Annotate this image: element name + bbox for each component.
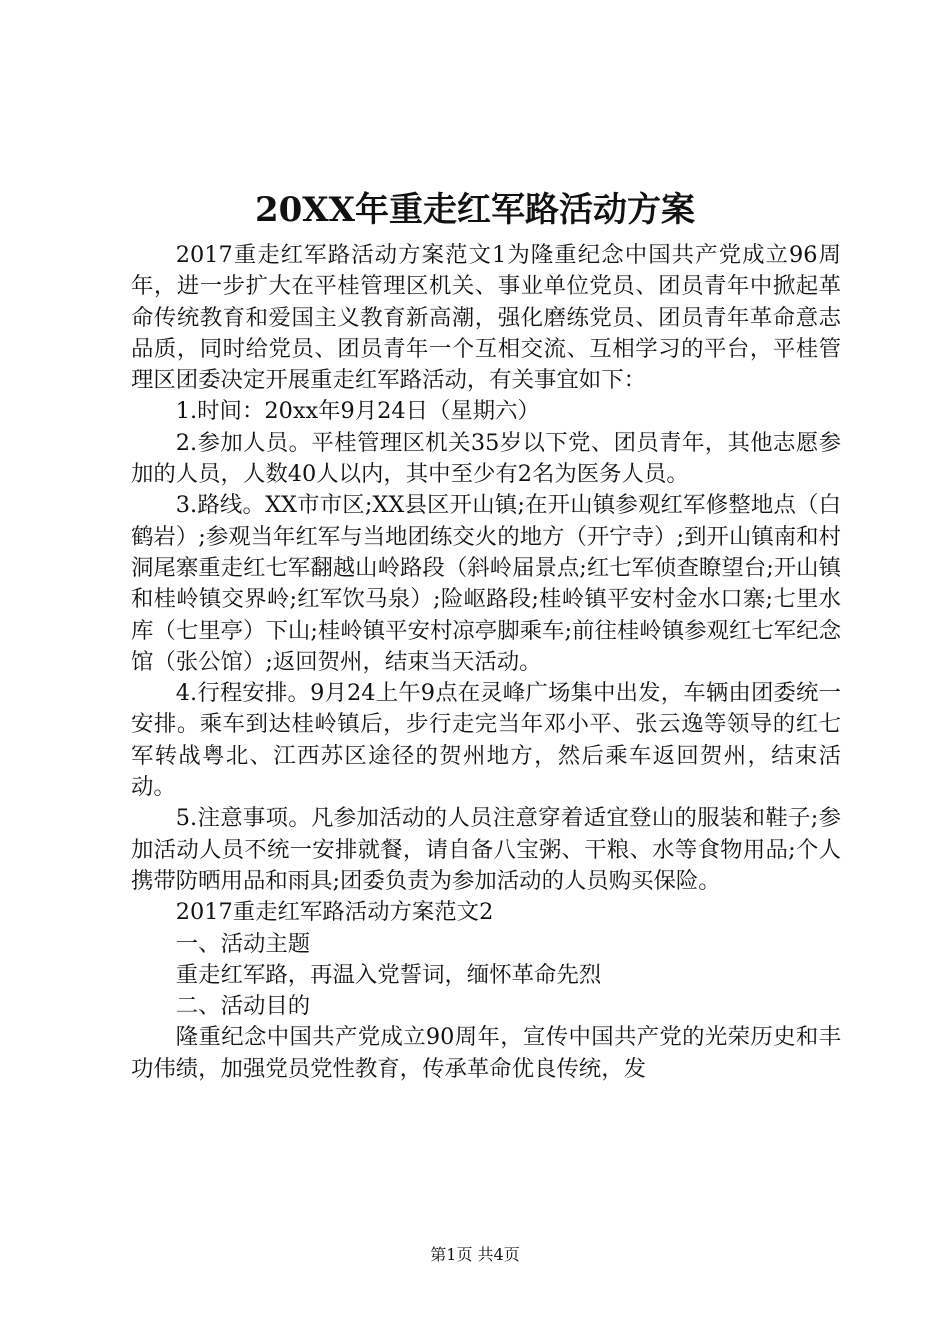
- paragraph-notes: 5.注意事项。凡参加活动的人员注意穿着适宜登山的服装和鞋子;参加活动人员不统一安排就餐，请自备八宝粥、干粮、水等食物用品;个人携带防晒用品和雨具;团委负责为参加活动的人员购买保险。: [131, 805, 841, 894]
- paragraph-purpose: 隆重纪念中国共产党成立90周年，宣传中国共产党的光荣历史和丰功伟绩，加强党员党性教育，传承革命优良传统，发: [131, 1024, 841, 1082]
- document-body: [131, 240, 841, 1085]
- paragraph-section-theme: 一、活动主题: [175, 930, 311, 957]
- paragraph-section-purpose: 二、活动目的: [175, 993, 311, 1020]
- paragraph-route: 3.路线。XX市市区;XX县区开山镇;在开山镇参观红军修整地点（白鹤岩）;参观当年红军与当地团练交火的地方（开宁寺）;到开山镇南和村洞尾寨重走红七军翻越山岭路段（斜岭届景点;红七军侦查瞭望台;开山镇和桂岭镇交界岭;红军饮马泉）;险岖路段;桂岭镇平安村金水口寨;七里水库（七里亭）下山;桂岭镇平安村凉亭脚乘车;前往桂岭镇参观红七军纪念馆（张公馆）;返回贺州，结束当天活动。: [131, 492, 841, 675]
- paragraph-schedule: 4.行程安排。9月24上午9点在灵峰广场集中出发，车辆由团委统一安排。乘车到达桂岭镇后，步行走完当年邓小平、张云逸等领导的红七军转战粤北、江西苏区途径的贺州地方，然后乘车返回贺州，结束活动。: [131, 680, 841, 801]
- paragraph-theme: 重走红军路，再温入党誓词，缅怀革命先烈: [175, 961, 602, 988]
- paragraph-sample2-heading: 2017重走红军路活动方案范文2: [175, 899, 494, 926]
- paragraph-intro: 2017重走红军路活动方案范文1为隆重纪念中国共产党成立96周年，进一步扩大在平桂管理区机关、事业单位党员、团员青年中掀起革命传统教育和爱国主义教育新高潮，强化磨练党员、团员青年革命意志品质，同时给党员、团员青年一个互相交流、互相学习的平台，平桂管理区团委决定开展重走红军路活动，有关事宜如下：: [131, 242, 841, 394]
- document-title: 20XX年重走红军路活动方案: [254, 190, 696, 230]
- paragraph-participants: 2.参加人员。平桂管理区机关35岁以下党、团员青年，其他志愿参加的人员，人数40人以内，其中至少有2名为医务人员。: [131, 429, 841, 488]
- page-footer: 第1页 共4页: [430, 1245, 520, 1264]
- paragraph-time: 1.时间：20xx年9月24日（星期六）: [175, 398, 540, 425]
